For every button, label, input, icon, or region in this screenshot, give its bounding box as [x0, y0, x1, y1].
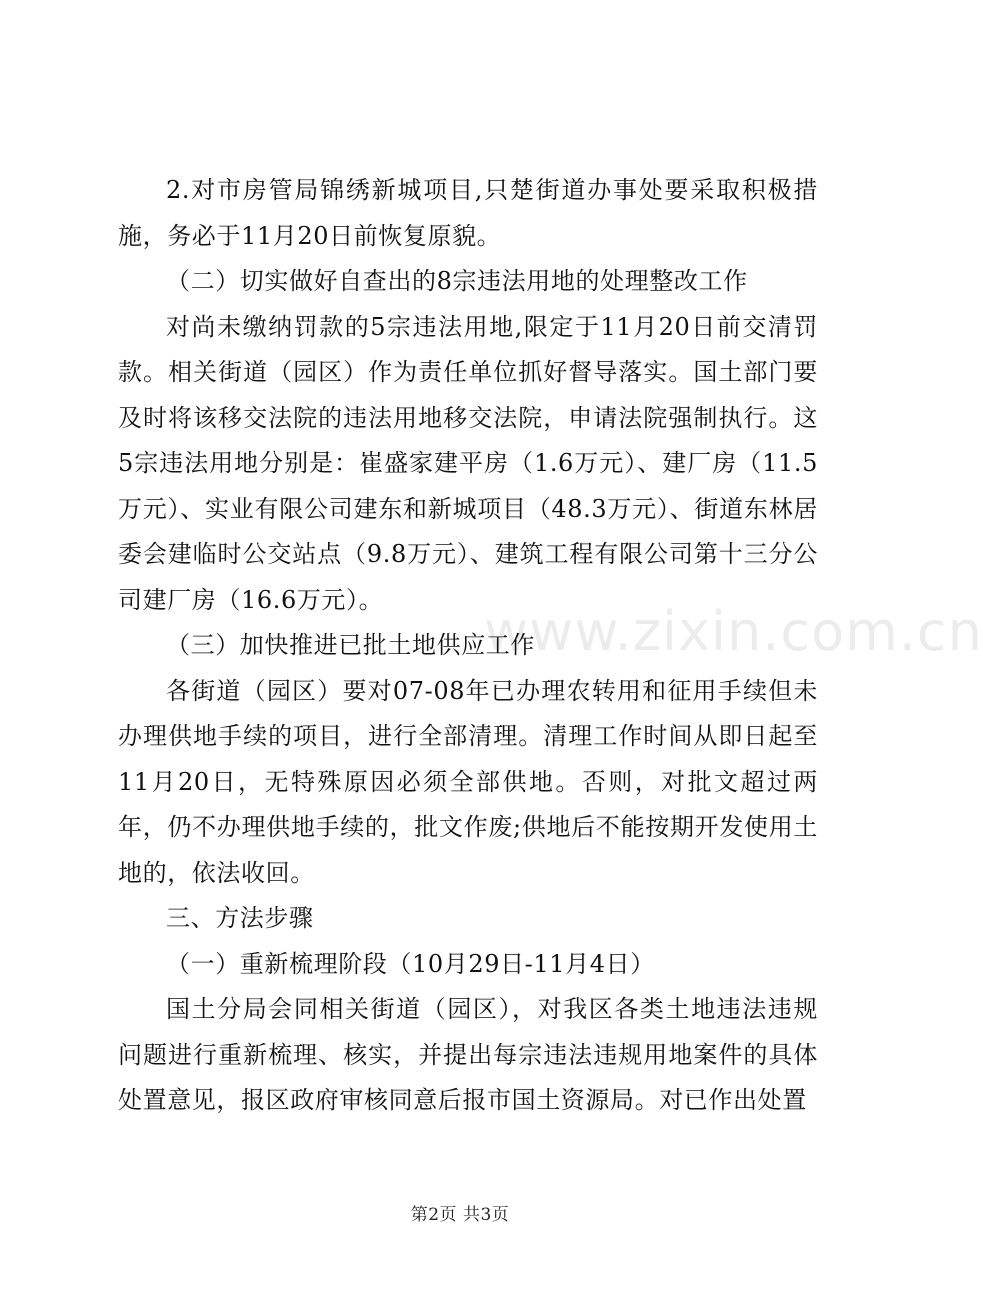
paragraph-land-supply: 各街道（园区）要对07-08年已办理农转用和征用手续但未办理供地手续的项目，进行全部清理。清理工作时间从即日起至11月20日，无特殊原因必须全部供地。否则，对批文超过两年，仍不办理供地手续的，批文作废;供地后不能按期开发使用土地的，依法收回。	[118, 676, 818, 887]
paragraph-review-stage: 国土分局会同相关街道（园区），对我区各类土地违法违规问题进行重新梳理、核实，并提出每宗违法违规用地案件的具体处置意见，报区政府审核同意后报市国土资源局。对已作出处置	[118, 995, 818, 1114]
page-footer: 第2页 共3页	[410, 1205, 510, 1225]
section-heading-three: （三）加快推进已批土地供应工作	[166, 631, 535, 659]
section-heading-one: （一）重新梳理阶段（10月29日-11月4日）	[166, 949, 655, 978]
paragraph-item-2: 2.对市房管局锦绣新城项目,只楚街道办事处要采取积极措施，务必于11月20日前恢复原貌。	[118, 176, 818, 250]
section-heading-two: （二）切实做好自查出的8宗违法用地的处理整改工作	[166, 267, 748, 295]
watermark-text: www.zixin.com.cn	[484, 600, 983, 663]
chapter-heading-method-steps: 三、方法步骤	[166, 904, 314, 932]
paragraph-illegal-land-fines: 对尚未缴纳罚款的5宗违法用地,限定于11月20日前交清罚款。相关街道（园区）作为责任单位抓好督导落实。国土部门要及时将该移交法院的违法用地移交法院，申请法院强制执行。这5宗违法用地分别是：崔盛家建平房（1.6万元）、建厂房（11.5万元）、实业有限公司建东和新城项目（48.3万元）、街道东林居委会建临时公交站点（9.8万元）、建筑工程有限公司第十三分公司建厂房（16.6万元）。	[118, 312, 818, 614]
